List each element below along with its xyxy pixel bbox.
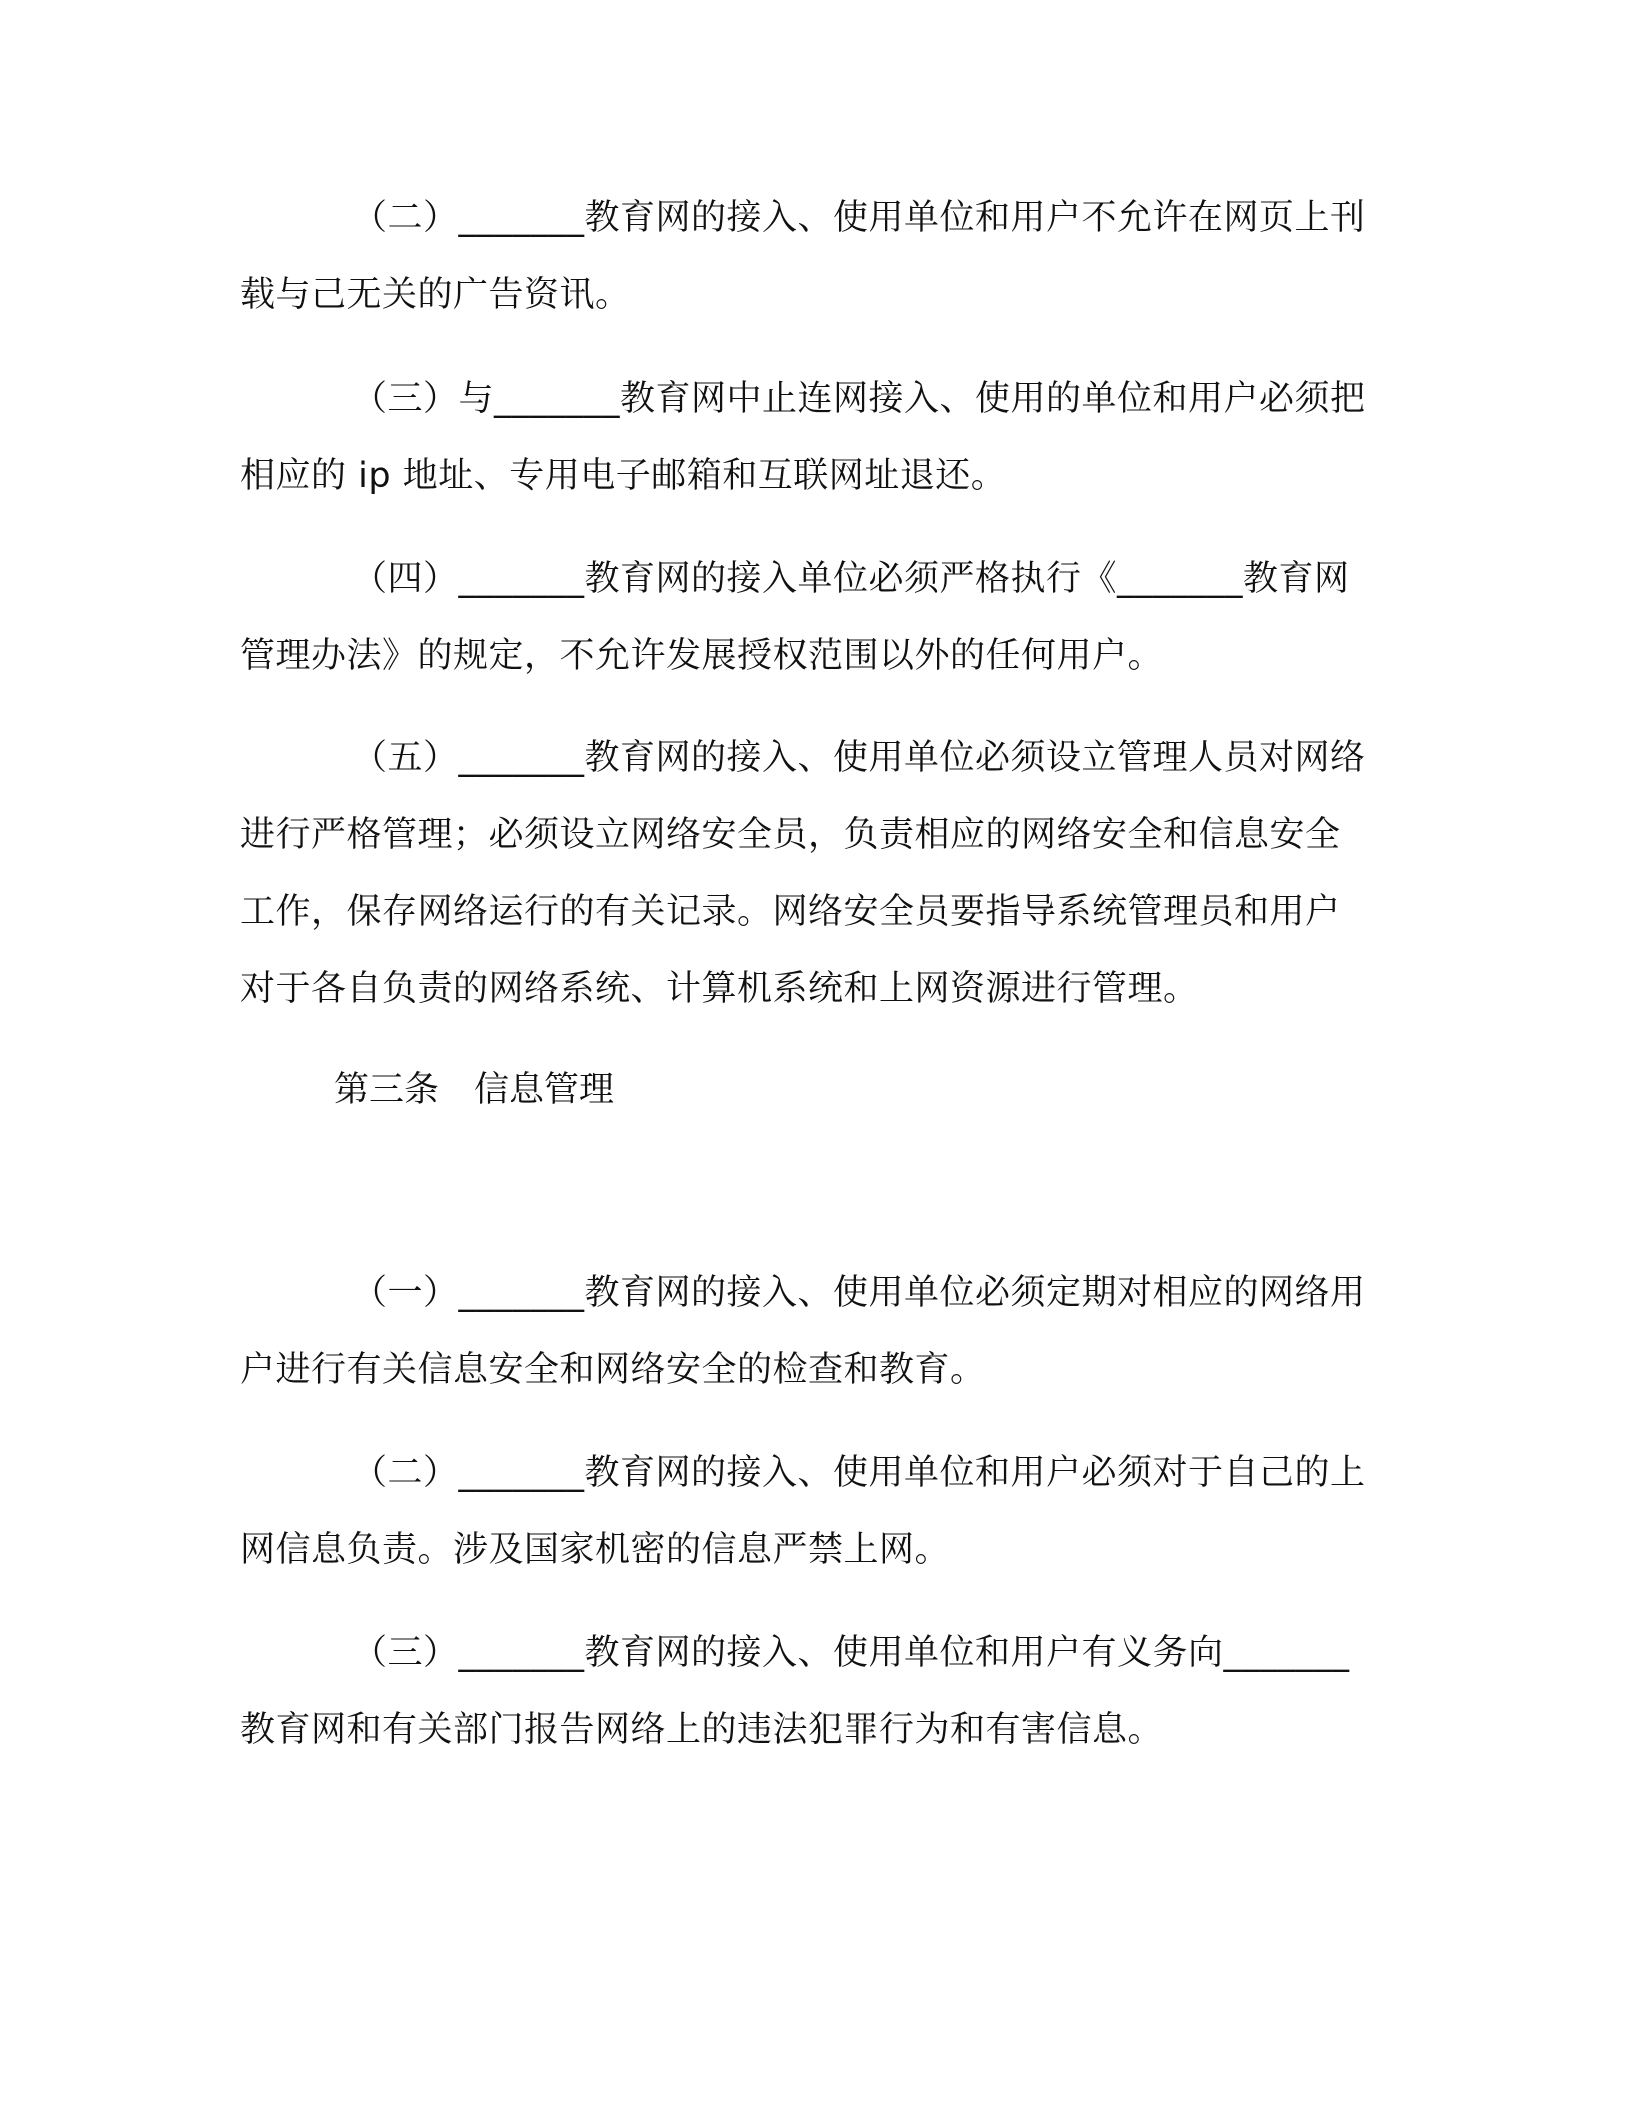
- paragraph-item-4: （四）_______教育网的接入单位必须严格执行《_______教育网管理办法》的规定，不允许发展授权范围以外的任何用户。: [240, 559, 1350, 676]
- paragraph-item-3: （三）与_______教育网中止连网接入、使用的单位和用户必须把相应的 ip 地址、专用电子邮箱和互联网址退还。: [240, 379, 1366, 496]
- paragraph-info-3: （三）_______教育网的接入、使用单位和用户有义务向_______教育网和有关部门报告网络上的违法犯罪行为和有害信息。: [240, 1633, 1350, 1750]
- section-heading: 第三条 信息管理: [334, 1070, 615, 1110]
- paragraph-item-2: （二）_______教育网的接入、使用单位和用户不允许在网页上刊载与己无关的广告资讯。: [240, 198, 1366, 315]
- paragraph-info-2: （二）_______教育网的接入、使用单位和用户必须对于自己的上网信息负责。涉及国家机密的信息严禁上网。: [240, 1453, 1366, 1570]
- paragraph-item-5: （五）_______教育网的接入、使用单位必须设立管理人员对网络进行严格管理；必须设立网络安全员，负责相应的网络安全和信息安全工作，保存网络运行的有关记录。网络安全员要指导系统管理员和用户对于各自负责的网络系统、计算机系统和上网资源进行管理。: [240, 738, 1366, 1009]
- paragraph-info-1: （一）_______教育网的接入、使用单位必须定期对相应的网络用户进行有关信息安全和网络安全的检查和教育。: [240, 1273, 1366, 1390]
